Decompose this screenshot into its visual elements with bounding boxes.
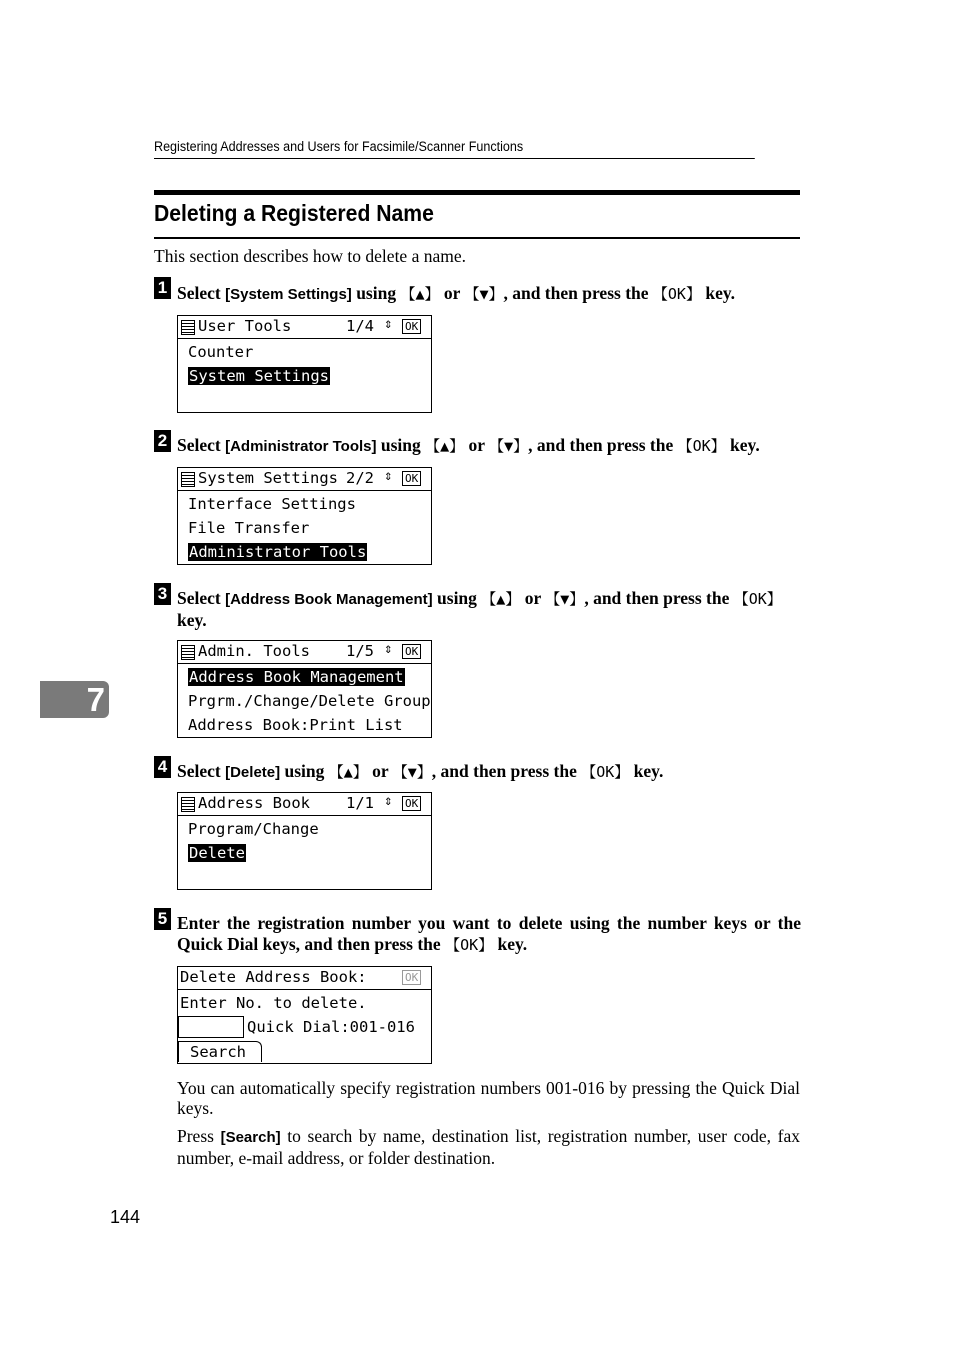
lcd-screen-system-settings	[177, 467, 432, 565]
document-icon	[181, 472, 195, 487]
step-text-or: or	[464, 435, 490, 455]
lcd-row: Address Book:Print List	[188, 716, 403, 734]
lcd-row: Interface Settings	[188, 495, 356, 513]
step-1-number: 1	[154, 277, 171, 299]
lcd-title: System Settings	[198, 469, 338, 487]
step-text-or: or	[520, 588, 546, 608]
lcd-title: Address Book	[198, 794, 310, 812]
search-key-label: [Search]	[220, 1129, 281, 1146]
lcd-title-bar	[178, 793, 431, 816]
lcd-page-indicator: 1/4	[346, 317, 374, 335]
lcd-page-indicator: 2/2	[346, 469, 374, 487]
lcd-screen-user-tools	[177, 315, 432, 413]
lcd-title-bar	[178, 316, 431, 339]
step-ui-item: [Delete]	[225, 764, 281, 781]
note-quick-dial: You can automatically specify registration numbers 001-016 by pressing the Quick Dial keys.	[177, 1078, 800, 1118]
step-ui-item: [System Settings]	[225, 286, 352, 303]
ok-icon: OK	[402, 644, 421, 659]
lcd-page-indicator: 1/1	[346, 794, 374, 812]
ok-key: 【OK】	[733, 590, 782, 608]
step-text-end: key.	[177, 610, 207, 630]
ok-icon: OK	[402, 796, 421, 811]
lcd-row-selected	[188, 844, 246, 862]
intro-text: This section describes how to delete a name.	[154, 246, 466, 266]
down-key: 【▼】	[489, 437, 529, 455]
scroll-arrows-icon: ⇕	[384, 468, 393, 484]
lcd-screen-address-book	[177, 792, 432, 890]
scroll-arrows-icon: ⇕	[384, 793, 393, 809]
running-header-text: Registering Addresses and Users for Facsimile/Scanner Functions	[154, 139, 524, 154]
lcd-page-indicator: 1/5	[346, 642, 374, 660]
lcd-selected-item: System Settings	[189, 367, 329, 385]
ok-icon: OK	[402, 471, 421, 486]
lcd-row: File Transfer	[188, 519, 310, 537]
ok-icon-disabled: OK	[402, 970, 421, 985]
step-text-using: using	[376, 435, 426, 455]
step-text-or: or	[439, 283, 465, 303]
step-text-pre: Select	[177, 588, 226, 608]
lcd-selected-item: Delete	[189, 844, 245, 862]
lcd-row: Counter	[188, 343, 254, 361]
step-4-number: 4	[154, 756, 171, 778]
step-3-number: 3	[154, 583, 171, 605]
document-icon	[181, 645, 195, 660]
step-text-post: , and then press the	[503, 283, 653, 303]
up-key: 【▲】	[425, 437, 465, 455]
ok-key: 【OK】	[445, 936, 494, 954]
lcd-screen-delete-address-book	[177, 966, 432, 1064]
down-key: 【▼】	[545, 590, 585, 608]
lcd-title-bar	[178, 468, 431, 491]
chapter-number: 7	[86, 681, 105, 718]
step-text-post: , and then press the	[528, 435, 678, 455]
ok-key: 【OK】	[652, 285, 701, 303]
ok-icon: OK	[402, 319, 421, 334]
step-text-or: or	[367, 761, 393, 781]
title-rule-thick	[154, 190, 800, 195]
step-1-instruction	[177, 283, 801, 305]
step-text-pre: Select	[177, 435, 226, 455]
scroll-arrows-icon: ⇕	[384, 641, 393, 657]
step-text-end: key.	[493, 934, 528, 954]
step-ui-item: [Address Book Management]	[225, 591, 433, 608]
step-text-post: , and then press the	[584, 588, 734, 608]
lcd-title: Delete Address Book:	[180, 968, 367, 986]
lcd-row-selected	[188, 367, 330, 385]
lcd-selected-item: Address Book Management	[189, 668, 404, 686]
up-key: 【▲】	[328, 763, 368, 781]
step-text-post: , and then press the	[431, 761, 582, 781]
up-key: 【▲】	[481, 590, 521, 608]
document-icon	[181, 320, 195, 335]
down-key: 【▼】	[392, 763, 432, 781]
lcd-screen-admin-tools	[177, 640, 432, 738]
number-entry-field[interactable]	[178, 1016, 244, 1038]
page-number: 144	[110, 1207, 141, 1227]
lcd-title-bar	[178, 641, 431, 664]
ok-key: 【OK】	[677, 437, 726, 455]
step-text-end: key.	[725, 435, 760, 455]
quick-dial-range: Quick Dial:001-016	[247, 1018, 415, 1036]
lcd-selected-item: Administrator Tools	[189, 543, 367, 561]
chapter-tab	[40, 681, 109, 718]
step-5-instruction	[177, 913, 801, 956]
lcd-prompt: Enter No. to delete.	[180, 994, 367, 1012]
lcd-title-bar	[178, 967, 431, 990]
running-header	[154, 139, 755, 159]
step-text-using: using	[351, 283, 401, 303]
step-text-end: key.	[629, 761, 664, 781]
step-2-number: 2	[154, 430, 171, 452]
step-text-pre: Select	[177, 761, 226, 781]
lcd-row-selected	[188, 543, 367, 561]
lcd-row-selected	[188, 668, 405, 686]
step-text-pre: Select	[177, 283, 226, 303]
section-title: Deleting a Registered Name	[154, 200, 434, 226]
lcd-title: User Tools	[198, 317, 292, 335]
lcd-title: Admin. Tools	[198, 642, 310, 660]
note-text-pre: Press	[177, 1126, 221, 1146]
scroll-arrows-icon: ⇕	[384, 316, 393, 332]
down-key: 【▼】	[464, 285, 504, 303]
step-text-using: using	[280, 761, 329, 781]
search-button-label: Search	[190, 1043, 246, 1061]
step-text-main: Enter the registration number you want to delete using the number keys or the Quick Dial keys, and then press the	[177, 913, 801, 954]
step-text-using: using	[432, 588, 482, 608]
step-5-number: 5	[154, 908, 171, 930]
step-4-instruction	[177, 761, 801, 783]
step-2-instruction	[177, 435, 801, 457]
title-rule-thin	[154, 237, 800, 239]
step-ui-item: [Administrator Tools]	[225, 438, 377, 455]
step-3-instruction	[177, 588, 801, 631]
note-search	[177, 1126, 800, 1168]
lcd-row: Prgrm./Change/Delete Group	[188, 692, 431, 710]
note-text-post: to search by name, destination list, registration number, user code, fax number, e-mail address, or folder destination.	[177, 1126, 800, 1168]
step-text-end: key.	[700, 283, 736, 303]
lcd-row: Program/Change	[188, 820, 319, 838]
up-key: 【▲】	[400, 285, 440, 303]
document-icon	[181, 797, 195, 812]
ok-key: 【OK】	[581, 763, 630, 781]
